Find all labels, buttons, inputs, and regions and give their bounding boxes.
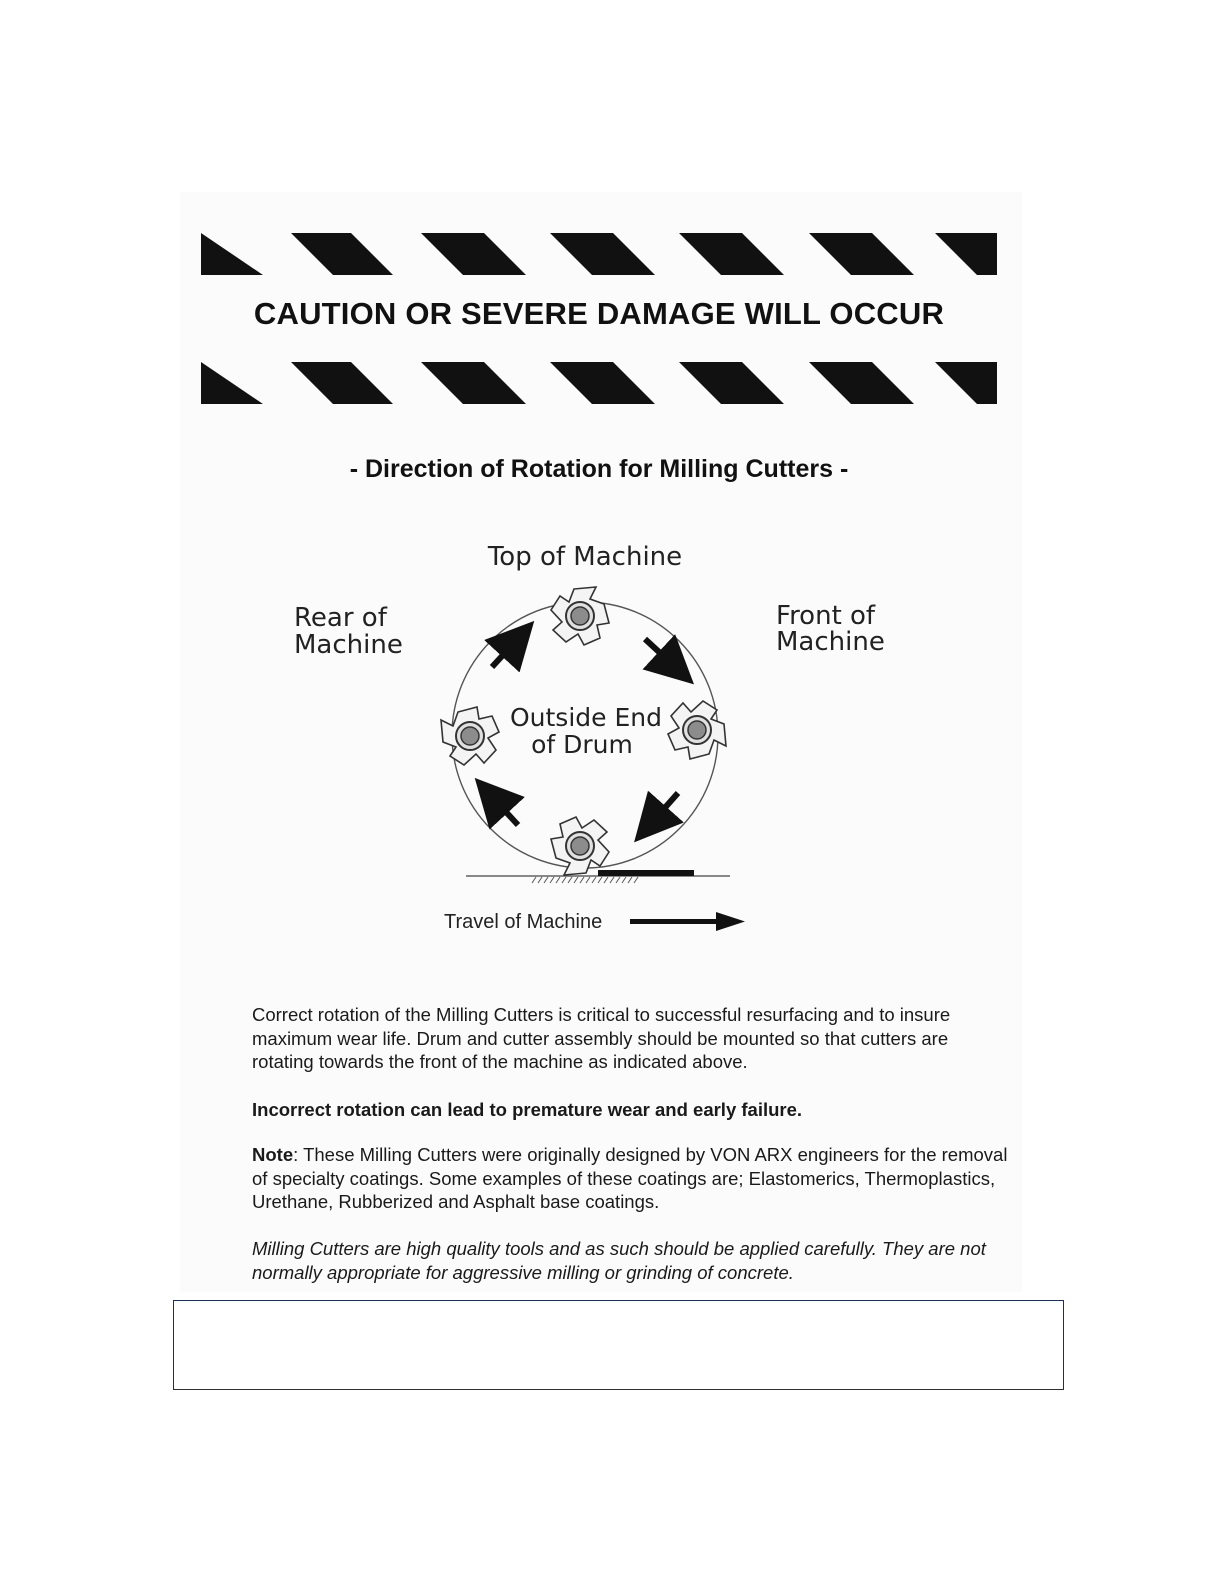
front-of-machine-label-line2: Machine: [776, 627, 885, 657]
note-text: : These Milling Cutters were originally designed by VON ARX engineers for the removal of specialty coatings. Some examples of these coatings are; Elastomerics, Thermoplastics, Urethane, Rubberized and Asphalt base coatings.: [252, 1144, 1008, 1212]
travel-direction-arrow-icon: [630, 912, 745, 931]
drum-center-label: Outside End: [509, 703, 663, 732]
incorrect-rotation-warning: Incorrect rotation can lead to premature wear and early failure.: [252, 1099, 803, 1120]
note-label: Note: [252, 1144, 294, 1165]
surface-hatching: [532, 877, 638, 883]
travel-of-machine-label: Travel of Machine: [444, 911, 603, 933]
rotation-arrow-lower-left-icon: [495, 800, 518, 825]
rotation-diagram: [280, 530, 920, 950]
hazard-stripes-top: [201, 233, 997, 275]
rotation-arrow-lower-right-icon: [654, 793, 678, 820]
empty-text-box: [173, 1300, 1064, 1390]
diagram-title: - Direction of Rotation for Milling Cutters -: [349, 455, 849, 483]
coating-removed-strip: [598, 870, 694, 876]
cutter-rear-icon: [441, 707, 499, 765]
top-of-machine-label: Top of Machine: [487, 542, 683, 572]
cutter-bottom-icon: [551, 817, 609, 875]
front-of-machine-label: Front of: [776, 601, 876, 631]
rear-of-machine-label: Rear of: [294, 603, 387, 633]
note-paragraph: [252, 1143, 1012, 1214]
usage-italic-note: Milling Cutters are high quality tools and as such should be applied carefully. They are not normally appropriate for aggressive milling or grinding of concrete.: [252, 1238, 986, 1283]
rear-of-machine-label-line2: Machine: [294, 630, 403, 660]
rotation-instructions-paragraph: Correct rotation of the Milling Cutters is critical to successful resurfacing and to insure maximum wear life. Drum and cutter assembly should be mounted so that cutters are rotating towards the front of the machine as indicated above.: [252, 1004, 951, 1072]
cutter-top-icon: [551, 587, 609, 645]
drum-center-label-line2: of Drum: [531, 730, 633, 759]
rotation-arrow-upper-left-icon: [492, 643, 514, 667]
caution-heading: CAUTION OR SEVERE DAMAGE WILL OCCUR: [253, 296, 945, 331]
rotation-arrow-upper-right-icon: [645, 639, 672, 664]
hazard-stripes-bottom: [201, 362, 997, 404]
